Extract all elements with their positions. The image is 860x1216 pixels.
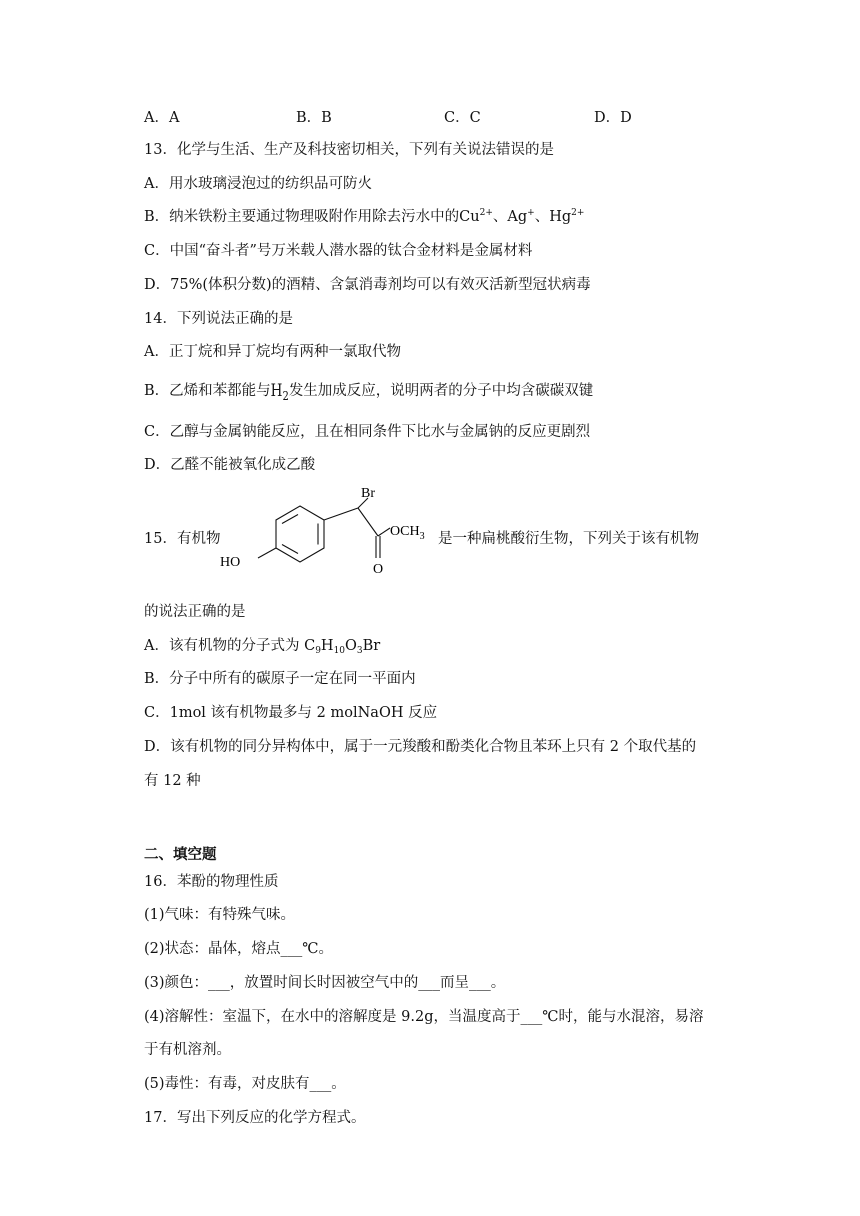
q14-option-b [144,381,594,404]
q15-a-text: A．该有机物的分子式为 C [144,638,316,654]
option-c: C．C [444,110,481,126]
q14-b-text: B．乙烯和苯都能与 [144,383,271,399]
q13-option-b [144,207,584,227]
element-h: H [320,638,334,654]
atom-br: Br [361,486,375,501]
q13-stem: 13．化学与生活、生产及科技密切相关，下列有关说法错误的是 [144,142,554,158]
och-subscript: 3 [419,531,425,542]
option-d: D．D [594,110,632,126]
q13-option-a: A．用水玻璃浸泡过的纺织品可防火 [144,176,372,192]
group-och3 [390,524,425,542]
subscript: 2 [282,389,289,404]
q13-option-d: D．75%(体积分数)的酒精、含氯消毒剂均可以有效灭活新型冠状病毒 [144,277,591,293]
q14-option-a: A．正丁烷和异丁烷均有两种一氯取代物 [144,344,401,360]
q15-stem-line2: 的说法正确的是 [144,604,246,620]
q16-p4-line1: (4)溶解性：室温下，在水中的溶解度是 9.2g，当温度高于___℃时，能与水混溶，易溶 [144,1009,704,1025]
q17-stem: 17．写出下列反应的化学方程式。 [144,1110,366,1126]
q15-option-d-line2: 有 12 种 [144,773,201,789]
q14-option-d: D．乙醛不能被氧化成乙酸 [144,457,316,473]
separator: 、 [534,209,550,225]
formula-hg: Hg [549,209,572,225]
subscript: 9 [315,646,321,656]
formula-cu: Cu [459,209,480,225]
q14-option-c: C．乙醇与金属钠能反应，且在相同条件下比水与金属钠的反应更剧烈 [144,424,591,440]
section-title: 二、填空题 [144,846,217,863]
q15-stem-post: 是一种扁桃酸衍生物，下列关于该有机物 [438,531,699,547]
subscript: 3 [356,646,363,656]
q15-option-b: B．分子中所有的碳原子一定在同一平面内 [144,671,416,687]
q16-p3: (3)颜色：___，放置时间长时因被空气中的___而呈___。 [144,975,506,991]
q16-p1: (1)气味：有特殊气味。 [144,907,296,923]
q16-stem: 16．苯酚的物理性质 [144,874,279,890]
q14-b-text-post: 发生加成反应，说明两者的分子中均含碳碳双键 [288,383,594,399]
formula-h: H [270,381,283,401]
element-o: O [345,638,357,654]
formula-ag: Ag [507,209,528,225]
q15-option-d-line1: D．该有机物的同分异构体中，属于一元羧酸和酚类化合物且苯环上只有 2 个取代基的 [144,739,697,755]
och-text: OCH [390,524,420,539]
q15-option-a [144,636,380,656]
q14-stem: 14．下列说法正确的是 [144,311,293,327]
subscript: 10 [333,646,346,656]
q15-option-c: C．1mol 该有机物最多与 2 molNaOH 反应 [144,705,438,721]
group-ho: HO [220,555,241,570]
q16-p5: (5)毒性：有毒，对皮肤有___。 [144,1076,346,1092]
charge: + [527,208,535,218]
q16-p2: (2)状态：晶体，熔点___℃。 [144,941,334,957]
q15-stem-pre: 15．有机物 [144,531,221,547]
q12-options [144,106,744,126]
separator: 、 [492,209,508,225]
atom-o: O [373,562,384,577]
formula-h2 [271,379,289,404]
molecule-structure [218,486,438,594]
option-b: B．B [296,110,332,126]
charge: 2+ [479,208,493,218]
element-br: Br [362,638,381,654]
charge: 2+ [571,208,585,218]
option-a: A．A [144,110,180,126]
q16-p4-line2: 于有机溶剂。 [144,1042,231,1058]
q13-option-c: C．中国“奋斗者”号万米载人潜水器的钛合金材料是金属材料 [144,243,533,259]
q13-b-text: B．纳米铁粉主要通过物理吸附作用除去污水中的 [144,209,460,225]
